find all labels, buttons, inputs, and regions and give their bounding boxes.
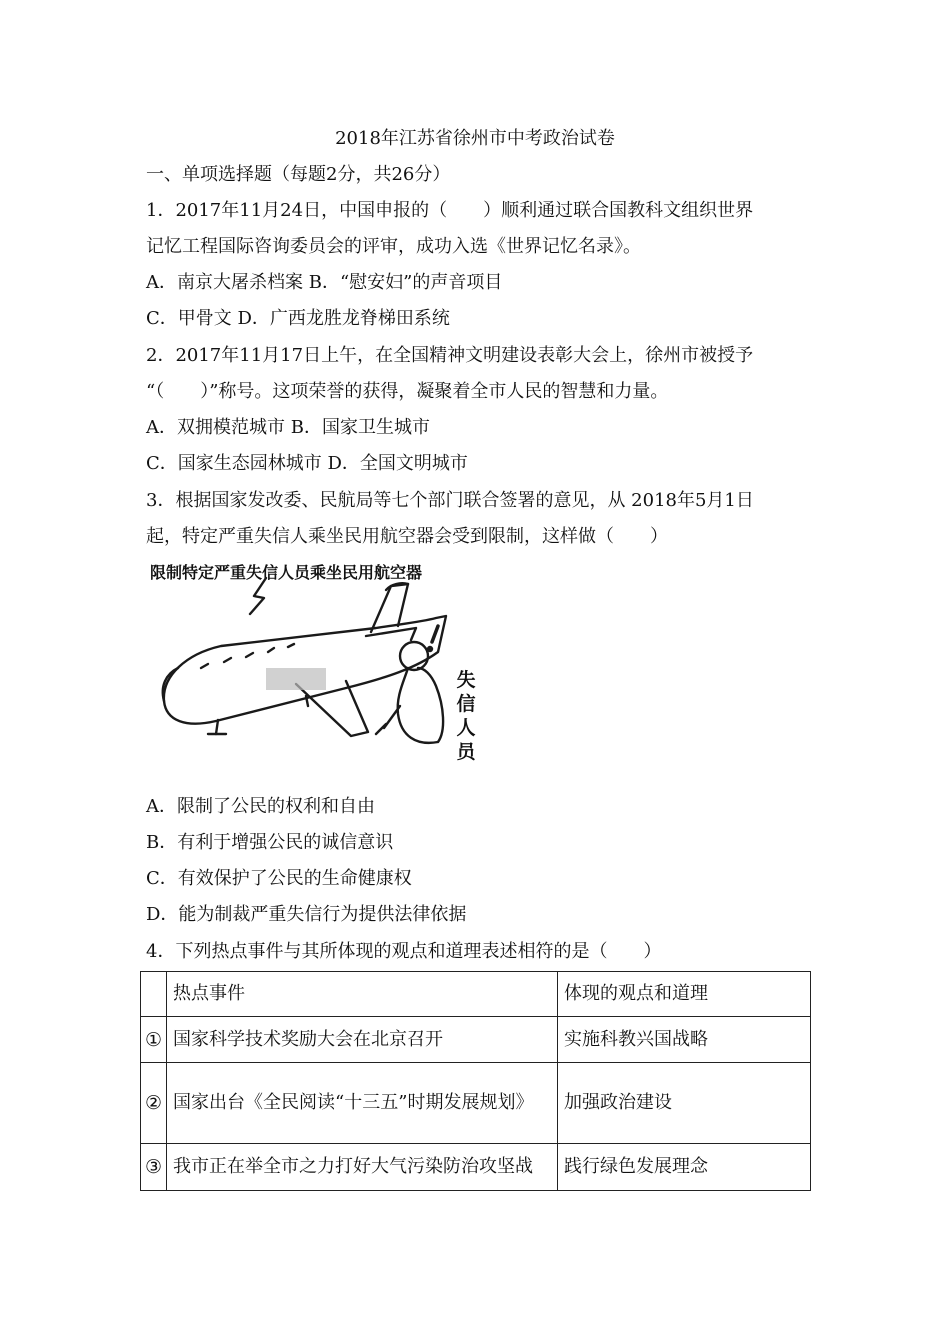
q3-option-b: B．有利于增强公民的诚信意识: [146, 832, 394, 853]
header-idea-cell: 体现的观点和道理: [558, 972, 811, 1017]
q2-stem-line1: 2．2017年11月17日上午，在全国精神文明建设表彰大会上，徐州市被授予: [146, 345, 754, 366]
row-num: ①: [141, 1017, 167, 1063]
airplane-illustration: [146, 556, 476, 776]
table-header-row: [141, 972, 811, 1017]
table-row: [141, 1063, 811, 1144]
table-row: [141, 1017, 811, 1063]
q2-stem-line2: “（ ）”称号。这项荣誉的获得，凝聚着全市人民的智慧和力量。: [146, 381, 669, 402]
row-event: 国家科学技术奖励大会在北京召开: [167, 1017, 558, 1063]
table-row: [141, 1144, 811, 1191]
row-idea: 加强政治建设: [558, 1063, 811, 1144]
header-event-cell: 热点事件: [167, 972, 558, 1017]
q1-options-cd: C．甲骨文 D．广西龙胜龙脊梯田系统: [146, 308, 450, 329]
q1-stem-line2: 记忆工程国际咨询委员会的评审，成功入选《世界记忆名录》。: [146, 236, 641, 257]
row-num: ③: [141, 1144, 167, 1191]
q1-options-ab: A．南京大屠杀档案 B．“慰安妇”的声音项目: [146, 272, 503, 293]
q4-stem: 4．下列热点事件与其所体现的观点和道理表述相符的是（ ）: [146, 941, 662, 962]
figure-side-label: 失信人员: [456, 669, 476, 763]
q3-stem-line2: 起，特定严重失信人乘坐民用航空器会受到限制，这样做（ ）: [146, 526, 668, 547]
section-heading: 一、单项选择题（每题2分，共26分）: [146, 164, 451, 185]
q4-table: [140, 971, 811, 1191]
row-idea: 实施科教兴国战略: [558, 1017, 811, 1063]
q2-options-cd: C．国家生态园林城市 D．全国文明城市: [146, 453, 468, 474]
row-idea: 践行绿色发展理念: [558, 1144, 811, 1191]
q3-option-c: C．有效保护了公民的生命健康权: [146, 868, 412, 889]
row-num: ②: [141, 1063, 167, 1144]
row-event: 我市正在举全市之力打好大气污染防治攻坚战: [167, 1144, 558, 1191]
q1-stem-line1: 1．2017年11月24日，中国申报的（ ）顺利通过联合国教科文组织世界: [146, 200, 754, 221]
figure-title: 限制特定严重失信人员乘坐民用航空器: [150, 563, 423, 582]
q3-stem-line1: 3．根据国家发改委、民航局等七个部门联合签署的意见，从 2018年5月1日: [146, 490, 754, 511]
cartoon-figure: [146, 556, 476, 776]
q3-option-d: D．能为制裁严重失信行为提供法律依据: [146, 904, 467, 925]
q3-option-a: A．限制了公民的权利和自由: [146, 796, 375, 817]
row-event: 国家出台《全民阅读“十三五”时期发展规划》: [167, 1063, 558, 1144]
q2-options-ab: A．双拥模范城市 B．国家卫生城市: [146, 417, 430, 438]
header-num-cell: [141, 972, 167, 1017]
exam-title: 2018年江苏省徐州市中考政治试卷: [335, 128, 615, 149]
